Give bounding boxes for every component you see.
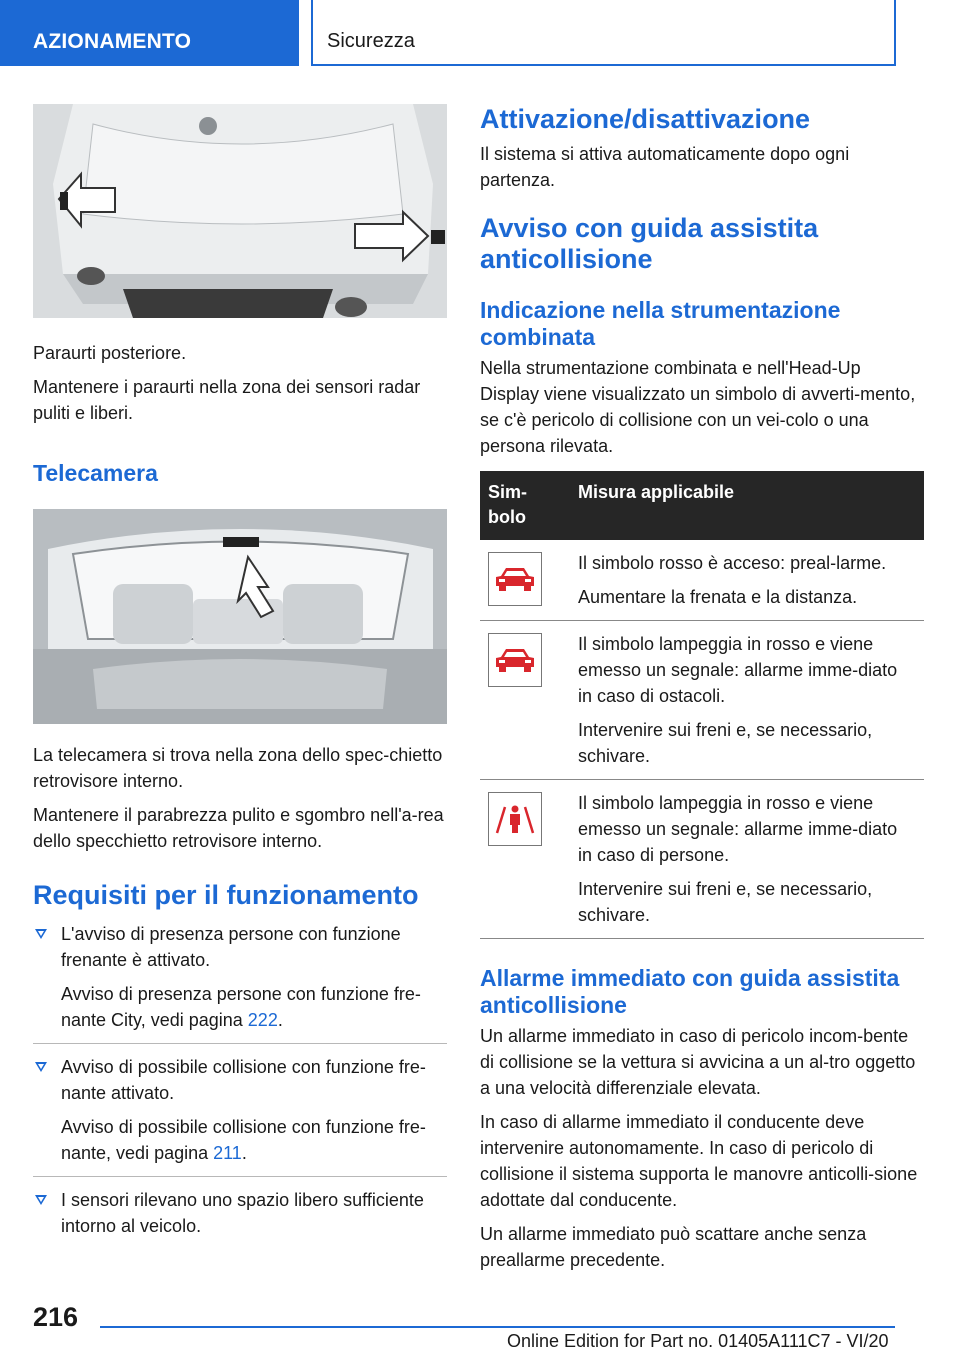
- measure-cell: Il simbolo rosso è acceso: preal-larme. Aumentare la frenata e la distanza.: [570, 540, 924, 621]
- symbol-table: [480, 471, 924, 939]
- warning-heading: Avviso con guida assistita anticollisione: [480, 213, 819, 274]
- list-item: [33, 1054, 447, 1177]
- list-item: [33, 1187, 447, 1249]
- bullet-main: I sensori rilevano uno spazio libero sufficiente intorno al veicolo.: [61, 1190, 424, 1236]
- camera-text-1: La telecamera si trova nella zona dello spec-chietto retrovisore interno.: [33, 745, 443, 791]
- camera-image: [33, 509, 447, 724]
- symbol-cell: [480, 621, 570, 780]
- immediate-text-3: Un allarme immediato può scattare anche senza preallarme precedente.: [480, 1224, 867, 1270]
- car-warning-icon: [488, 552, 542, 606]
- footer-divider: [100, 1326, 895, 1328]
- bullet-triangle-icon: [35, 929, 47, 939]
- requirements-heading: Requisiti per il funzionamento: [33, 880, 419, 910]
- page-number: 216: [33, 1302, 79, 1332]
- section-tab: AZIONAMENTO: [0, 0, 299, 66]
- bullet-sub: Avviso di possibile collisione con funzione fre-nante, vedi pagina 211.: [61, 1117, 426, 1163]
- activation-text: Il sistema si attiva automaticamente dopo ogni partenza.: [480, 144, 850, 190]
- page-link-222[interactable]: 222: [247, 1010, 278, 1030]
- list-item: [33, 921, 447, 1044]
- table-header-symbol: Sim-bolo: [480, 471, 570, 540]
- table-header-measure: Misura applicabile: [570, 471, 924, 540]
- symbol-cell: [480, 540, 570, 621]
- immediate-text-1: Un allarme immediato in caso di pericolo incom-bente di collisione se la vettura si avvicina a un al-tro oggetto a una velocità differenziale elevata.: [480, 1026, 916, 1098]
- immediate-text-2: In caso di allarme immediato il conducente deve intervenire autonomamente. In caso di pericolo di collisione il sistema supporta le manovre anticolli-sione adottate dal conducente.: [480, 1112, 918, 1210]
- indication-heading: Indicazione nella strumentazione combinata: [480, 297, 841, 350]
- bullet-triangle-icon: [35, 1195, 47, 1205]
- right-column: [480, 104, 924, 1273]
- bumper-caption: Paraurti posteriore.: [33, 343, 187, 363]
- edition-text: Online Edition for Part no. 01405A111C7 - VI/20: [507, 1331, 889, 1351]
- pedestrian-warning-icon: [488, 792, 542, 846]
- table-row: [480, 780, 924, 939]
- rear-bumper-image: [33, 104, 447, 318]
- bullet-sub: Avviso di presenza persone con funzione fre-nante City, vedi pagina 222.: [61, 984, 421, 1030]
- rear-bumper-illustration: [33, 104, 447, 318]
- page-header: [0, 0, 960, 66]
- measure-cell: Il simbolo lampeggia in rosso e viene emesso un segnale: allarme imme-diato in caso di ostacoli. Intervenire sui freni e, se necessario, schivare.: [570, 621, 924, 780]
- bumper-text: Mantenere i paraurti nella zona dei sensori radar puliti e liberi.: [33, 377, 421, 423]
- bullet-main: L'avviso di presenza persone con funzione frenante è attivato.: [61, 924, 401, 970]
- indication-text: Nella strumentazione combinata e nell'Head-Up Display viene visualizzato un simbolo di avverti-mento, se c'è pericolo di collisione con un vei-colo o una persona rilevata.: [480, 358, 916, 456]
- chapter-tab: Sicurezza: [311, 0, 896, 66]
- activation-heading: Attivazione/disattivazione: [480, 104, 811, 134]
- symbol-cell: [480, 780, 570, 939]
- car-warning-icon: [488, 633, 542, 687]
- left-column: [33, 104, 447, 1259]
- table-header-row: [480, 471, 924, 540]
- table-row: [480, 621, 924, 780]
- table-row: [480, 540, 924, 621]
- camera-heading: Telecamera: [33, 460, 158, 486]
- measure-cell: Il simbolo lampeggia in rosso e viene emesso un segnale: allarme imme-diato in caso di persone. Intervenire sui freni e, se necessario, schivare.: [570, 780, 924, 939]
- immediate-alarm-heading: Allarme immediato con guida assistita anticollisione: [480, 965, 900, 1018]
- bullet-triangle-icon: [35, 1062, 47, 1072]
- page-link-211[interactable]: 211: [213, 1143, 242, 1163]
- camera-illustration: [33, 509, 447, 724]
- requirements-list: [33, 921, 447, 1249]
- camera-text-2: Mantenere il parabrezza pulito e sgombro nell'a-rea dello specchietto retrovisore interno.: [33, 805, 444, 851]
- bullet-main: Avviso di possibile collisione con funzione fre-nante attivato.: [61, 1057, 426, 1103]
